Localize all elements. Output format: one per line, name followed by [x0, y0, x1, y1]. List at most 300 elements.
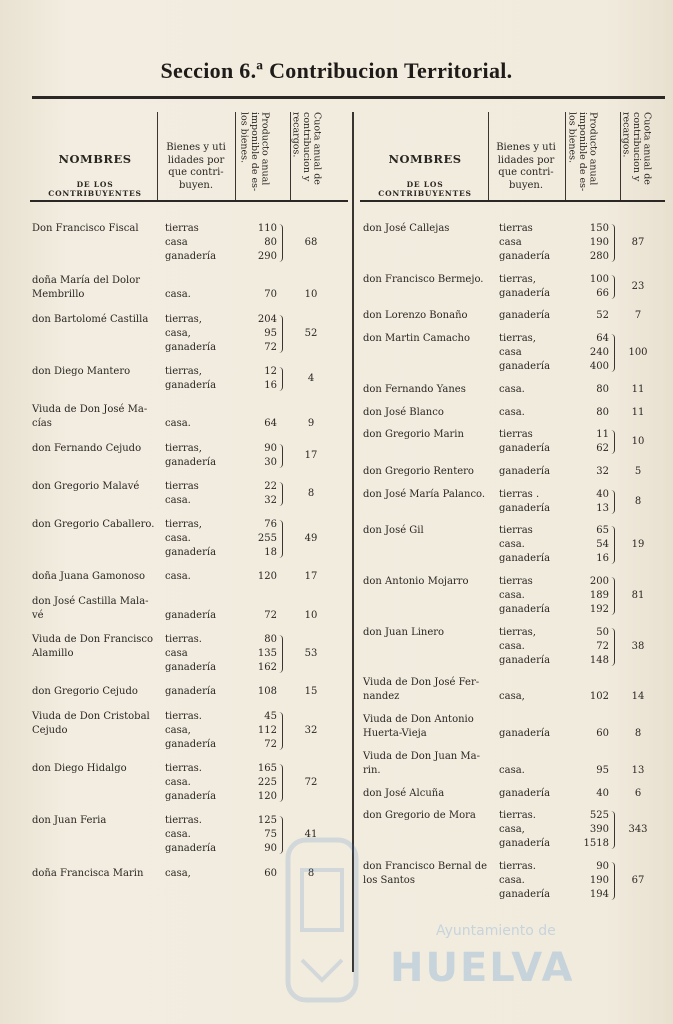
contributor-name-line: don José María Palanco.: [363, 488, 486, 500]
product-value: 190: [589, 237, 609, 248]
contributor-name-line: don José Callejas: [363, 223, 450, 234]
product-values: [575, 332, 609, 374]
contributor-name: [32, 442, 141, 456]
column-divider: [290, 112, 291, 200]
product-value: 204: [257, 313, 277, 325]
cuota-value: 49: [304, 533, 318, 545]
table-row: [363, 309, 665, 323]
contributor-name: [32, 313, 148, 327]
contributor-name-line: don Fernando Cejudo: [32, 442, 142, 454]
table-row: [32, 570, 348, 584]
product-value: 32: [596, 465, 609, 477]
title-rule: [32, 96, 665, 99]
table-row: [32, 518, 348, 560]
property-types: [165, 365, 216, 393]
contributor-name-line: Viuda de Don Cristobal: [32, 710, 150, 722]
property-type: ganadería: [499, 728, 551, 740]
header-cuota-left: Cuota anual de contribucion y recargos.: [290, 112, 323, 185]
property-type: ganadería: [165, 738, 217, 750]
cuota-value: 8: [634, 728, 642, 740]
product-value: 110: [257, 223, 277, 234]
contributor-name-line: don Bartolomé Castilla: [32, 313, 149, 325]
property-type: casa.: [165, 418, 191, 430]
contributor-name: [32, 710, 150, 738]
property-type: casa,: [499, 824, 525, 836]
contributor-name: [363, 406, 444, 420]
contributor-name-line: cías: [32, 418, 52, 430]
cuota-value: 38: [631, 640, 645, 652]
contributor-name: [32, 685, 138, 699]
product-value: 22: [264, 480, 277, 492]
property-types: [165, 685, 216, 699]
cuota-value: 23: [631, 280, 645, 292]
property-types: [499, 406, 525, 420]
contributor-name: [363, 676, 479, 704]
header-bienes-line: Bienes y uti: [496, 142, 556, 153]
cuota-value: 13: [631, 764, 645, 776]
product-value: 120: [257, 790, 277, 802]
cuota-value: 53: [304, 648, 318, 659]
contributor-name-line: doña María del Dolor: [32, 275, 141, 287]
brace-mark: [611, 862, 615, 900]
property-type: ganadería: [499, 310, 551, 322]
product-value: 72: [264, 609, 277, 621]
contributor-name-line: doña Francisca Marin: [32, 867, 144, 879]
contributor-name-line: don José Castilla Mala-: [32, 595, 149, 607]
product-values: [243, 814, 277, 856]
product-value: 390: [589, 824, 609, 836]
product-value: 16: [264, 379, 277, 391]
product-value: 200: [589, 576, 609, 587]
product-value: 100: [589, 273, 609, 285]
product-value: 30: [264, 456, 277, 468]
property-type: tierras,: [499, 626, 536, 638]
table-row: [363, 575, 665, 617]
property-type: tierras,: [165, 313, 202, 325]
brace-mark: [611, 224, 615, 262]
product-value: 62: [596, 443, 609, 455]
product-values: [575, 383, 609, 397]
product-value: 165: [257, 762, 277, 774]
property-type: casa.: [499, 640, 525, 652]
brace-mark: [611, 577, 615, 615]
contributor-name: [363, 273, 483, 287]
product-value: 255: [257, 533, 277, 545]
product-value: 80: [596, 383, 609, 395]
header-producto-right: Producto anual imponible de es- los bienes.: [566, 112, 599, 192]
header-bienes-line: que contri-: [168, 167, 224, 178]
property-type: ganadería: [499, 654, 551, 666]
table-row: [363, 332, 665, 374]
contributor-name-line: don Gregorio de Mora: [363, 810, 476, 822]
product-value: 194: [589, 888, 609, 900]
brace-mark: [279, 635, 283, 673]
cuota-value: 19: [631, 539, 645, 551]
contributor-name: [363, 524, 424, 538]
contributor-name-line: don José Blanco: [363, 406, 444, 418]
cuota-value: 11: [631, 406, 645, 418]
contributor-name-line: Viuda de Don José Fer-: [363, 677, 480, 689]
contributor-name: [363, 428, 464, 442]
header-cuota-right: Cuota anual de contribucion y recargos.: [620, 112, 653, 185]
product-value: 64: [596, 333, 609, 345]
property-type: tierras,: [499, 333, 536, 345]
property-types: [499, 222, 550, 264]
cuota-value: 81: [631, 590, 645, 601]
product-values: [575, 787, 609, 801]
property-type: tierras: [165, 480, 199, 492]
property-type: ganadería: [165, 456, 217, 468]
property-types: [165, 222, 216, 264]
property-type: casa: [499, 347, 522, 359]
property-type: casa.: [165, 776, 191, 788]
contributor-name-line: don Gregorio Rentero: [363, 465, 474, 477]
property-type: ganadería: [499, 553, 551, 565]
column-divider: [488, 112, 489, 200]
table-row: [363, 524, 665, 566]
brace-mark: [279, 367, 283, 391]
product-value: 148: [589, 654, 609, 666]
column-divider: [565, 112, 566, 200]
contributor-name: [32, 762, 127, 776]
product-values: [575, 488, 609, 516]
product-values: [575, 222, 609, 264]
contributor-name-line: don Gregorio Marin: [363, 429, 464, 441]
product-value: 90: [264, 843, 277, 855]
property-type: tierras .: [499, 488, 540, 500]
cuota-value: 5: [634, 465, 642, 477]
property-type: casa,: [499, 691, 525, 703]
brace-mark: [279, 224, 283, 262]
product-value: 52: [596, 310, 609, 322]
product-value: 95: [596, 764, 609, 776]
watermark-text: HUELVA: [390, 945, 575, 991]
contributor-name: [32, 867, 143, 881]
property-type: tierras.: [499, 810, 536, 822]
contributor-name: [32, 518, 154, 532]
cuota-value: 67: [631, 874, 645, 886]
property-type: ganadería: [499, 287, 551, 299]
property-types: [165, 609, 216, 623]
cuota-value: 52: [304, 327, 318, 339]
header-bienes-left: [158, 142, 234, 192]
property-type: ganadería: [165, 609, 217, 621]
property-type: tierras.: [165, 762, 202, 774]
product-value: 108: [257, 686, 277, 698]
contributor-name-line: Viuda de Don Antonio: [363, 714, 474, 726]
table-row: [363, 787, 665, 801]
table-row: [363, 676, 665, 704]
product-value: 90: [596, 860, 609, 872]
property-types: [165, 762, 216, 804]
property-type: casa,: [165, 327, 191, 339]
cuota-value: 32: [304, 724, 318, 736]
property-type: ganadería: [499, 838, 551, 850]
product-value: 112: [257, 724, 277, 736]
cuota-value: 4: [307, 372, 315, 384]
cuota-value: 17: [304, 449, 318, 461]
contributor-name: [363, 309, 468, 323]
product-value: 400: [589, 361, 609, 373]
product-values: [243, 518, 277, 560]
property-types: [165, 442, 216, 470]
table-row: [363, 809, 665, 851]
property-type: casa: [499, 237, 522, 248]
contributor-name-line: don Francisco Bermejo.: [363, 273, 484, 285]
property-type: casa.: [499, 406, 525, 418]
contributor-name: [363, 713, 474, 741]
header-bienes-line: lidades por: [167, 154, 225, 166]
header-producto-left: Producto anual imponible de es- los bienes.: [238, 112, 271, 192]
table-row: [32, 633, 348, 675]
property-types: [165, 633, 216, 675]
property-types: [165, 814, 216, 856]
brace-mark: [611, 334, 615, 372]
product-value: 45: [264, 710, 277, 722]
property-types: [165, 288, 191, 302]
property-type: casa.: [499, 764, 525, 776]
product-value: 280: [589, 251, 609, 262]
product-value: 1518: [583, 838, 609, 850]
header-contribuyentes-label: DE LOS CONTRIBUYENTES: [378, 180, 472, 198]
product-value: 16: [596, 553, 609, 565]
product-value: 13: [596, 502, 609, 514]
property-type: ganadería: [165, 662, 217, 673]
header-nombres-right: [360, 152, 490, 198]
property-type: casa,: [165, 867, 191, 879]
contributor-name: [363, 787, 444, 801]
contributor-name: [32, 365, 130, 379]
contributor-name: [363, 809, 476, 823]
product-value: 120: [257, 571, 277, 583]
contributor-name-line: don Gregorio Cejudo: [32, 686, 138, 698]
property-type: tierras: [499, 525, 533, 537]
product-values: [575, 764, 609, 778]
cuota-value: 87: [631, 237, 645, 248]
property-type: ganadería: [499, 443, 551, 455]
product-values: [575, 690, 609, 704]
contributor-name-line: don Gregorio Malavé: [32, 480, 140, 492]
contributor-name-line: don Juan Feria: [32, 815, 107, 827]
contributor-name-line: don Antonio Mojarro: [363, 576, 469, 587]
contributor-name: [32, 403, 147, 431]
property-types: [499, 860, 550, 902]
product-value: 80: [264, 634, 277, 645]
brace-mark: [279, 520, 283, 558]
table-row: [32, 365, 348, 393]
cuota-value: 7: [634, 310, 642, 322]
contributor-name-line: don Gregorio Caballero.: [32, 519, 155, 531]
table-row: [363, 465, 665, 479]
cuota-value: 8: [634, 495, 642, 507]
table-row: [32, 274, 348, 302]
product-values: [575, 626, 609, 668]
contributor-name-line: don Diego Mantero: [32, 365, 131, 377]
product-values: [243, 222, 277, 264]
product-value: 65: [596, 525, 609, 537]
property-type: tierras: [499, 429, 533, 441]
property-types: [499, 428, 550, 456]
brace-mark: [611, 628, 615, 666]
table-row: [32, 222, 348, 264]
brace-mark: [611, 811, 615, 849]
header-nombres-left: [30, 152, 160, 198]
product-values: [243, 633, 277, 675]
contributor-name-line: don Diego Hidalgo: [32, 762, 127, 774]
property-types: [499, 465, 550, 479]
property-type: ganadería: [499, 787, 551, 799]
product-values: [243, 313, 277, 355]
contributor-name: [32, 595, 149, 623]
product-value: 50: [596, 626, 609, 638]
contributor-name-line: los Santos: [363, 874, 415, 886]
brace-mark: [279, 764, 283, 802]
contributor-name-line: Viuda de Don José Ma-: [32, 404, 148, 416]
product-values: [575, 273, 609, 301]
brace-mark: [279, 444, 283, 468]
property-types: [499, 524, 550, 566]
product-values: [575, 465, 609, 479]
property-type: tierras: [165, 223, 199, 234]
property-types: [499, 575, 550, 617]
property-type: tierras: [499, 576, 533, 587]
product-value: 12: [264, 365, 277, 377]
property-type: ganadería: [499, 465, 551, 477]
contributor-name: [363, 626, 444, 640]
cuota-value: 10: [631, 436, 645, 448]
brace-mark: [279, 315, 283, 353]
contributor-name-line: Huerta-Vieja: [363, 728, 427, 740]
contributor-name-line: Membrillo: [32, 289, 85, 301]
header-contribuyentes-label: DE LOS CONTRIBUYENTES: [48, 180, 142, 198]
column-divider: [620, 112, 621, 200]
table-row: [32, 595, 348, 623]
property-type: casa: [165, 237, 188, 248]
product-value: 525: [589, 810, 609, 822]
product-value: 72: [596, 640, 609, 652]
contributor-name: [363, 465, 474, 479]
property-type: tierras,: [165, 365, 202, 377]
property-types: [165, 518, 216, 560]
property-type: casa.: [165, 533, 191, 545]
contributor-name: [32, 570, 145, 584]
contributor-name: [363, 332, 470, 346]
product-value: 135: [257, 648, 277, 659]
property-types: [165, 710, 216, 752]
product-value: 225: [257, 776, 277, 788]
property-type: casa: [165, 648, 188, 659]
property-type: ganadería: [165, 790, 217, 802]
property-type: tierras.: [165, 710, 202, 722]
product-value: 60: [596, 728, 609, 740]
header-bienes-line: buyen.: [178, 179, 214, 191]
product-values: [243, 417, 277, 431]
property-types: [499, 309, 550, 323]
header-nombres-label: NOMBRES: [388, 152, 462, 166]
product-value: 102: [589, 691, 609, 703]
product-value: 64: [264, 418, 277, 430]
contributor-name: [32, 480, 139, 494]
product-values: [575, 727, 609, 741]
property-types: [165, 570, 191, 584]
contributor-name: [32, 222, 139, 236]
contributor-name-line: don Juan Linero: [363, 626, 445, 638]
property-type: casa.: [165, 494, 191, 506]
table-row: [32, 403, 348, 431]
product-value: 80: [596, 406, 609, 418]
product-value: 192: [589, 604, 609, 615]
product-values: [243, 685, 277, 699]
product-values: [575, 809, 609, 851]
product-values: [575, 406, 609, 420]
product-value: 189: [589, 590, 609, 601]
contributor-name: [32, 633, 153, 661]
contributor-name: [32, 814, 106, 828]
product-value: 54: [596, 539, 609, 551]
cuota-value: 41: [304, 829, 318, 841]
brace-mark: [611, 490, 615, 514]
property-types: [499, 488, 550, 516]
contributor-name-line: don Francisco Bernal de: [363, 860, 488, 872]
header-rule-right: [360, 200, 665, 202]
product-values: [243, 480, 277, 508]
contributor-name-line: Viuda de Don Francisco: [32, 634, 154, 645]
table-row: [363, 626, 665, 668]
property-types: [499, 332, 550, 374]
property-types: [499, 809, 550, 851]
brace-mark: [611, 430, 615, 454]
cuota-value: 8: [307, 487, 315, 499]
header-bienes-line: Bienes y uti: [166, 142, 226, 153]
property-type: casa,: [165, 724, 191, 736]
property-types: [499, 690, 525, 704]
contributor-name-line: Viuda de Don Juan Ma-: [363, 750, 480, 762]
brace-mark: [611, 275, 615, 299]
product-value: 70: [264, 289, 277, 301]
product-values: [243, 570, 277, 584]
property-type: ganadería: [499, 361, 551, 373]
property-type: ganadería: [499, 604, 551, 615]
product-value: 18: [264, 547, 277, 559]
property-type: tierras,: [165, 519, 202, 531]
brace-mark: [611, 526, 615, 564]
header-bienes-line: que contri-: [498, 167, 554, 178]
table-row: [32, 710, 348, 752]
page-title: Seccion 6.ª Contribucion Territorial.: [160, 58, 513, 83]
property-type: ganadería: [499, 888, 551, 900]
contributor-name-line: don Lorenzo Bonaño: [363, 310, 468, 322]
product-values: [575, 575, 609, 617]
property-type: tierras.: [165, 634, 202, 645]
contributor-name: [363, 383, 466, 397]
product-values: [575, 309, 609, 323]
product-values: [243, 288, 277, 302]
table-row: [363, 750, 665, 778]
cuota-value: 343: [628, 824, 648, 836]
property-types: [499, 273, 550, 301]
product-values: [243, 365, 277, 393]
table-row: [363, 273, 665, 301]
property-type: casa.: [499, 383, 525, 395]
property-type: ganadería: [165, 686, 217, 698]
table-row: [363, 406, 665, 420]
cuota-value: 100: [628, 347, 648, 359]
table-row: [32, 685, 348, 699]
contributor-name-line: rin.: [363, 764, 381, 776]
product-values: [243, 762, 277, 804]
product-value: 95: [264, 327, 277, 339]
property-types: [499, 787, 550, 801]
